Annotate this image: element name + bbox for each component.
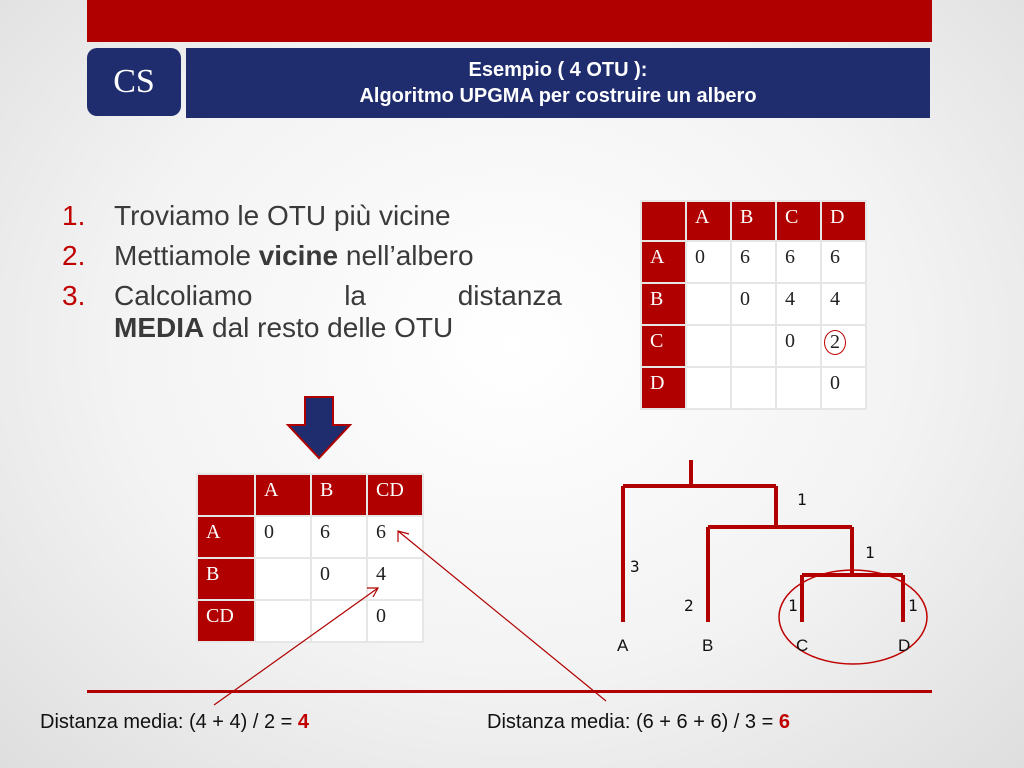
row-header: C — [641, 325, 686, 367]
pointer-lines — [214, 531, 606, 705]
matrix-cell: 4 — [821, 283, 866, 325]
formula-text: Distanza media: (6 + 6 + 6) / 3 = — [487, 711, 779, 733]
branch-label: 2 — [684, 596, 694, 615]
min-distance-circle: 2 — [824, 330, 846, 355]
title-line-2: Algoritmo UPGMA per costruire un albero — [359, 85, 757, 107]
matrix-cell: 6 — [367, 516, 423, 558]
step-text-line1: Calcoliamo la distanza — [114, 280, 562, 311]
col-header: B — [731, 201, 776, 241]
branch-label: 1 — [865, 543, 875, 562]
branch-label: 1 — [788, 596, 798, 615]
col-header: D — [821, 201, 866, 241]
formula-result: 6 — [778, 711, 790, 733]
matrix-cell: 0 — [686, 241, 731, 283]
matrix-cell: 4 — [776, 283, 821, 325]
step-text-pre: Mettiamole — [114, 240, 259, 271]
matrix-cell: 0 — [367, 600, 423, 642]
formula-text: Distanza media: (4 + 4) / 2 = — [40, 711, 298, 733]
formula-right — [487, 711, 790, 734]
step-text-post: nell’albero — [338, 240, 474, 271]
matrix-cell: 0 — [821, 367, 866, 409]
row-header: D — [641, 367, 686, 409]
leaf-label: B — [702, 636, 714, 655]
branch-label: 1 — [797, 490, 807, 509]
matrix-cell: 6 — [731, 241, 776, 283]
logo-cs: CS — [87, 48, 181, 116]
step-number: 2. — [62, 240, 86, 271]
col-header: C — [776, 201, 821, 241]
matrix-cell: 6 — [776, 241, 821, 283]
matrix-cell: 0 — [731, 283, 776, 325]
col-header: B — [311, 474, 367, 516]
step-text-bold: vicine — [258, 240, 339, 271]
formula-result: 4 — [297, 711, 310, 733]
leaf-label: D — [898, 636, 911, 655]
col-header: A — [686, 201, 731, 241]
bottom-divider — [87, 690, 932, 693]
row-header: CD — [197, 600, 255, 642]
branch-label: 1 — [908, 596, 918, 615]
step-number: 1. — [62, 200, 86, 231]
row-header: B — [197, 558, 255, 600]
leaf-label: A — [617, 636, 629, 655]
step-text-post: dal resto delle OTU — [204, 312, 454, 343]
matrix-cell: 0 — [255, 516, 311, 558]
matrix-cell: 0 — [776, 325, 821, 367]
col-header: CD — [367, 474, 423, 516]
matrix-cell: 0 — [311, 558, 367, 600]
step-number: 3. — [62, 280, 86, 311]
title-line-1: Esempio ( 4 OTU ): — [468, 59, 648, 81]
matrix-cell: 6 — [311, 516, 367, 558]
formula-left — [40, 711, 309, 734]
upgma-tree — [623, 460, 903, 622]
step-text-bold: MEDIA — [114, 312, 205, 343]
step-text: Troviamo le OTU più vicine — [114, 200, 451, 231]
matrix-cell: 6 — [821, 241, 866, 283]
row-header: A — [197, 516, 255, 558]
row-header: B — [641, 283, 686, 325]
branch-label: 3 — [630, 557, 640, 576]
down-arrow-icon — [288, 397, 350, 458]
matrix-cell: 4 — [367, 558, 423, 600]
leaf-label: C — [796, 636, 809, 655]
col-header: A — [255, 474, 311, 516]
row-header: A — [641, 241, 686, 283]
